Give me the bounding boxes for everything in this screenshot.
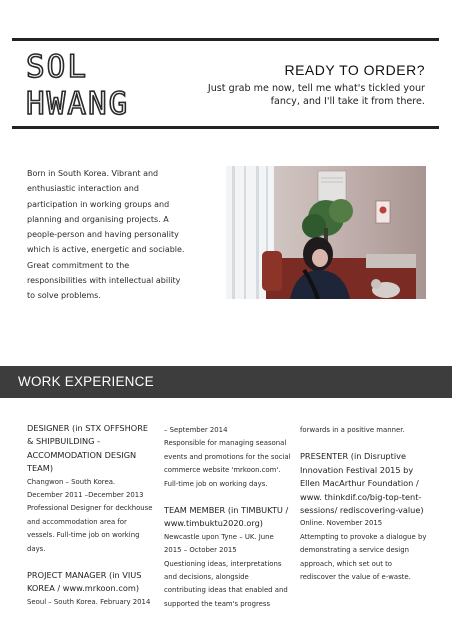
header-bottom-rule <box>12 126 439 129</box>
header-top-rule <box>12 38 439 41</box>
job-dates: December 2011 –December 2013 <box>27 491 144 500</box>
job-description: Attempting to provoke a dialogue by demonstrating a service design approach, which set out to rediscover the value of e-waste. <box>300 532 427 582</box>
order-title: READY TO ORDER? <box>284 62 425 78</box>
order-text: Just grab me now, tell me what's tickled your fancy, and I'll take it from there. <box>207 83 425 107</box>
job-place: Seoul – South Korea. February 2014 <box>27 597 151 606</box>
experience-column-2 <box>164 424 291 611</box>
work-experience-band <box>0 366 452 398</box>
experience-column-1 <box>27 422 153 609</box>
section-title: WORK EXPERIENCE <box>18 374 154 389</box>
profile-photo <box>226 166 426 299</box>
name-line1: SOL <box>26 49 88 85</box>
job-description: Questioning ideas, interpretations and decisions, alongside contributing ideas that enabled and supported the team's progress <box>164 559 288 608</box>
job-place: Online. November 2015 <box>300 519 383 528</box>
job-place: Changwon – South Korea. <box>27 477 116 486</box>
job-description: Professional Designer for deckhouse and accommodation area for vessels. Full-time job on working days. <box>27 504 153 553</box>
job-description: Responsible for managing seasonal events and promotions for the social commerce website 'mrkoon.com'. Full-time job on working days. <box>164 439 291 488</box>
job-place: Newcastle upon Tyne – UK. June 2015 – October 2015 <box>164 532 274 555</box>
job-title: DESIGNER (in STX OFFSHORE & SHIPBUILDING - ACCOMMODATION DESIGN TEAM) <box>27 423 149 474</box>
job-title: PRESENTER (in Disruptive Innovation Festival 2015 by Ellen MacArthur Foundation / www. thinkdif.co/big-top-tent-sessions/ rediscovering-value) <box>300 451 424 516</box>
job-dates: – September 2014 <box>164 426 228 434</box>
experience-column-3 <box>300 424 430 584</box>
job-title: TEAM MEMBER (in TIMBUKTU / www.timbuktu2020.org) <box>164 505 289 529</box>
job-description: forwards in a positive manner. <box>300 426 405 434</box>
job-title: PROJECT MANAGER (in VIUS KOREA / www.mrkoon.com) <box>27 570 142 594</box>
name-line2: HWANG <box>26 86 130 120</box>
name-logo <box>24 48 156 120</box>
bio-text: Born in South Korea. Vibrant and enthusiastic interaction and participation in working groups and planning and organising projects. A people-person and having personality which is active, energetic and sociable. Great commitment to the responsibilities with intellectual ability to solve problems. <box>27 169 185 301</box>
